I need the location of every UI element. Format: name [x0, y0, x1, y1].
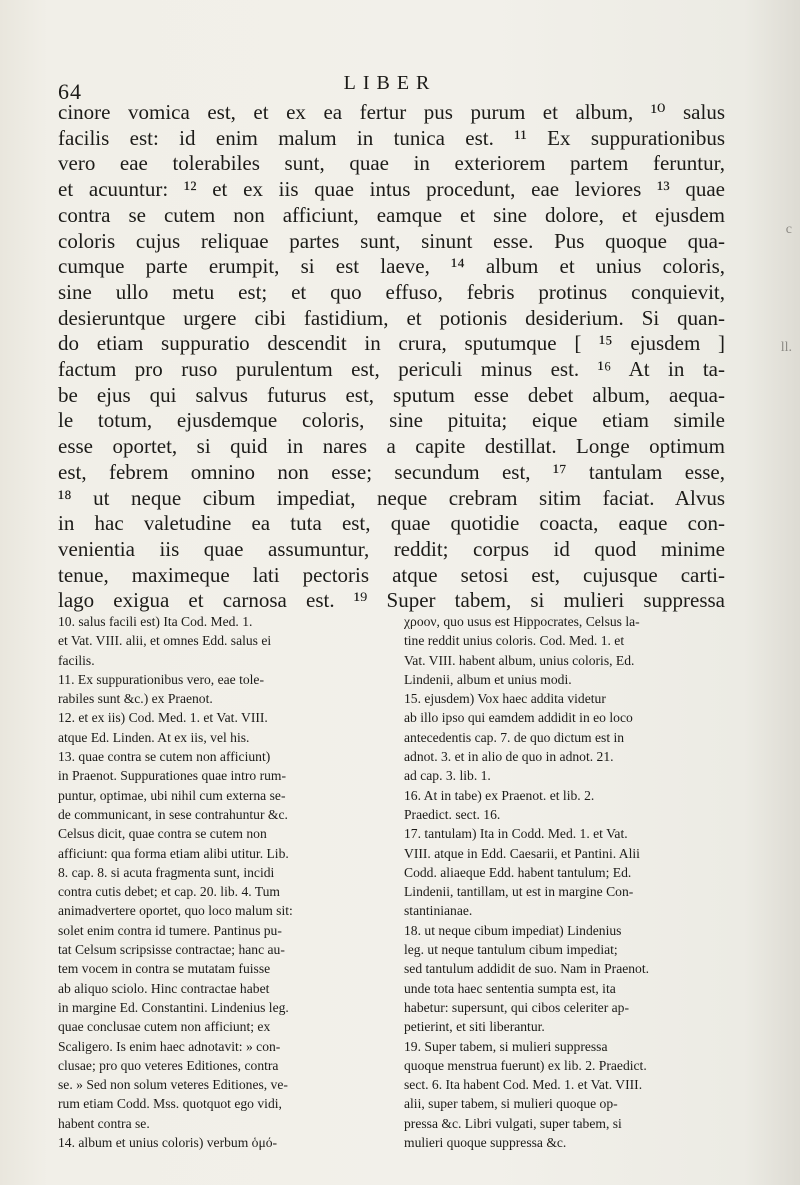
text-line: ¹⁸ ut neque cibum impediat, neque crebram sitim faciat. Alvus [58, 485, 725, 510]
text-line: coloris cujus reliquae partes sunt, sinunt esse. Pus quoque qua- [58, 228, 725, 253]
footnote-line: 19. Super tabem, si mulieri suppressa [404, 1038, 608, 1054]
text-line: le totum, ejusdemque coloris, sine pituita; eique etiam simile [58, 408, 725, 433]
main-text [58, 100, 725, 614]
footnote-line: mulieri quoque suppressa &c. [404, 1135, 567, 1151]
footnote-line: habetur: supersunt, qui cibos celeriter ap- [404, 999, 629, 1015]
margin-mark: c [785, 222, 792, 237]
footnote-line: 8. cap. 8. si acuta fragmenta sunt, incidi [58, 864, 275, 880]
footnote-line: facilis. [58, 652, 95, 668]
footnote-line: habent contra se. [58, 1115, 150, 1131]
footnote-line: tat Celsum scripsisse contractae; hanc au- [58, 942, 285, 958]
margin-mark: ll. [780, 340, 792, 355]
footnote-line: 13. quae contra se cutem non afficiunt) [58, 749, 271, 765]
footnote-line: Codd. aliaeque Edd. habent tantulum; Ed. [404, 864, 632, 880]
footnotes-left-column [58, 612, 376, 1152]
footnote-line: Lindenii, album et unius modi. [404, 671, 572, 687]
footnote-line: se. » Sed non solum veteres Editiones, ve- [58, 1077, 288, 1093]
text-line: contra se cutem non afficiunt, eamque et sine dolore, et ejusdem [58, 202, 725, 227]
footnote-line: 18. ut neque cibum impediat) Lindenius [404, 922, 622, 938]
footnote-line: petierint, et siti liberantur. [404, 1019, 545, 1035]
footnote-line: pressa &c. Libri vulgati, super tabem, si [404, 1115, 622, 1131]
footnote-line: Scaligero. Is enim haec adnotavit: » con- [58, 1038, 281, 1054]
running-head: LIBER [343, 72, 437, 94]
footnotes-right-column [404, 612, 722, 1152]
text-line: be ejus qui salvus futurus est, sputum esse debet album, aequa- [58, 382, 725, 407]
text-line: cumque parte erumpit, si est laeve, ¹⁴ album et unius coloris, [58, 254, 725, 279]
text-line: factum pro ruso purulentum est, periculi minus est. ¹⁶ At in ta- [58, 357, 725, 382]
footnote-line: puntur, optimae, ubi nihil cum externa se- [58, 787, 286, 803]
footnote-line: 15. ejusdem) Vox haec addita videtur [404, 691, 606, 707]
footnote-line: sed tantulum addidit de suo. Nam in Praenot. [404, 961, 650, 977]
footnote-line: 12. et ex iis) Cod. Med. 1. et Vat. VIII. [58, 710, 268, 726]
footnote-line: rum etiam Codd. Mss. quotquot ego vidi, [58, 1096, 282, 1112]
footnote-line: in Praenot. Suppurationes quae intro rum- [58, 768, 287, 784]
footnote-line: Lindenii, tantillam, ut est in margine Con- [404, 884, 634, 900]
footnote-line: contra cutis debet; et cap. 20. lib. 4. Tum [58, 884, 280, 900]
footnote-line: 17. tantulam) Ita in Codd. Med. 1. et Vat. [404, 826, 628, 842]
text-line: sine ullo metu est; et quo effuso, febris protinus conquievit, [58, 279, 725, 304]
footnote-line: χροον, quo usus est Hippocrates, Celsus la- [404, 614, 640, 629]
footnote-line: Celsus dicit, quae contra se cutem non [58, 826, 267, 842]
footnote-line: solet enim contra id tumere. Pantinus pu- [58, 922, 282, 938]
text-line: venientia iis quae assumuntur, reddit; corpus id quod minime [58, 536, 725, 561]
text-line: vero eae tolerabiles sunt, quae in exteriorem partem feruntur, [58, 151, 725, 176]
footnote-line: rabiles sunt &c.) ex Praenot. [58, 691, 213, 707]
footnote-line: in margine Ed. Constantini. Lindenius leg. [58, 999, 289, 1015]
footnote-line: sect. 6. Ita habent Cod. Med. 1. et Vat. VIII. [404, 1077, 643, 1093]
footnote-line: afficiunt: qua forma etiam alibi utitur. Lib. [58, 845, 289, 861]
footnote-line: atque Ed. Linden. At ex iis, vel his. [58, 729, 250, 745]
footnote-line: quae conclusae cutem non afficiunt; ex [58, 1019, 271, 1035]
footnote-line: 10. salus facili est) Ita Cod. Med. 1. [58, 614, 253, 629]
text-line: desieruntque urgere cibi fastidium, et potionis desiderium. Si quan- [58, 305, 725, 330]
footnote-line: alii, super tabem, si mulieri quoque op- [404, 1096, 618, 1112]
footnote-line: adnot. 3. et in alio de quo in adnot. 21. [404, 749, 614, 765]
footnote-line: 14. album et unius coloris) verbum ὁμό- [58, 1135, 278, 1151]
footnote-line: ab aliquo sciolo. Hinc contractae habet [58, 980, 270, 996]
footnote-line: leg. ut neque tantulum cibum impediat; [404, 942, 618, 958]
footnote-line: ad cap. 3. lib. 1. [404, 768, 491, 784]
footnote-line: VIII. atque in Edd. Caesarii, et Pantini. Alii [404, 845, 640, 861]
text-line: lago exigua et carnosa est. ¹⁹ Super tabem, si mulieri suppressa [58, 588, 725, 613]
footnote-line: Praedict. sect. 16. [404, 806, 501, 822]
text-line: in hac valetudine ea tuta est, quae quotidie coacta, eaque con- [58, 511, 725, 536]
text-line: et acuuntur: ¹² et ex iis quae intus procedunt, eae leviores ¹³ quae [58, 177, 725, 202]
footnote-line: 16. At in tabe) ex Praenot. et lib. 2. [404, 787, 595, 803]
page-number: 64 [58, 79, 82, 104]
footnote-line: animadvertere oportet, quo loco malum sit: [58, 903, 293, 919]
text-line: do etiam suppuratio descendit in crura, sputumque [ ¹⁵ ejusdem ] [58, 331, 725, 356]
text-line: facilis est: id enim malum in tunica est. ¹¹ Ex suppurationibus [58, 125, 725, 150]
footnote-line: tine reddit unius coloris. Cod. Med. 1. et [404, 633, 625, 649]
footnote-line: stantinianae. [404, 903, 473, 919]
text-line: cinore vomica est, et ex ea fertur pus purum et album, ¹⁰ salus [58, 100, 725, 124]
footnote-line: de communicant, in sese contrahuntur &c. [58, 806, 288, 822]
footnote-line: et Vat. VIII. alii, et omnes Edd. salus ei [58, 633, 272, 649]
footnote-line: clusae; pro quo veteres Editiones, contra [58, 1057, 279, 1073]
footnote-line: quoque menstrua fuerunt) ex lib. 2. Praedict. [404, 1057, 647, 1073]
footnote-line: unde tota haec sententia sumpta est, ita [404, 980, 616, 996]
footnote-line: ab illo ipso qui eamdem addidit in eo loco [404, 710, 633, 726]
footnote-line: 11. Ex suppurationibus vero, eae tole- [58, 671, 264, 687]
footnote-line: Vat. VIII. habent album, unius coloris, Ed. [404, 652, 635, 668]
text-line: esse oportet, si quid in nares a capite destillat. Longe optimum [58, 434, 725, 459]
text-line: est, febrem omnino non esse; secundum est, ¹⁷ tantulam esse, [58, 459, 725, 484]
footnote-line: antecedentis cap. 7. de quo dictum est in [404, 729, 625, 745]
footnote-line: tem vocem in contra se mutatam fuisse [58, 961, 271, 977]
text-line: tenue, maximeque lati pectoris atque setosi est, cujusque carti- [58, 562, 725, 587]
